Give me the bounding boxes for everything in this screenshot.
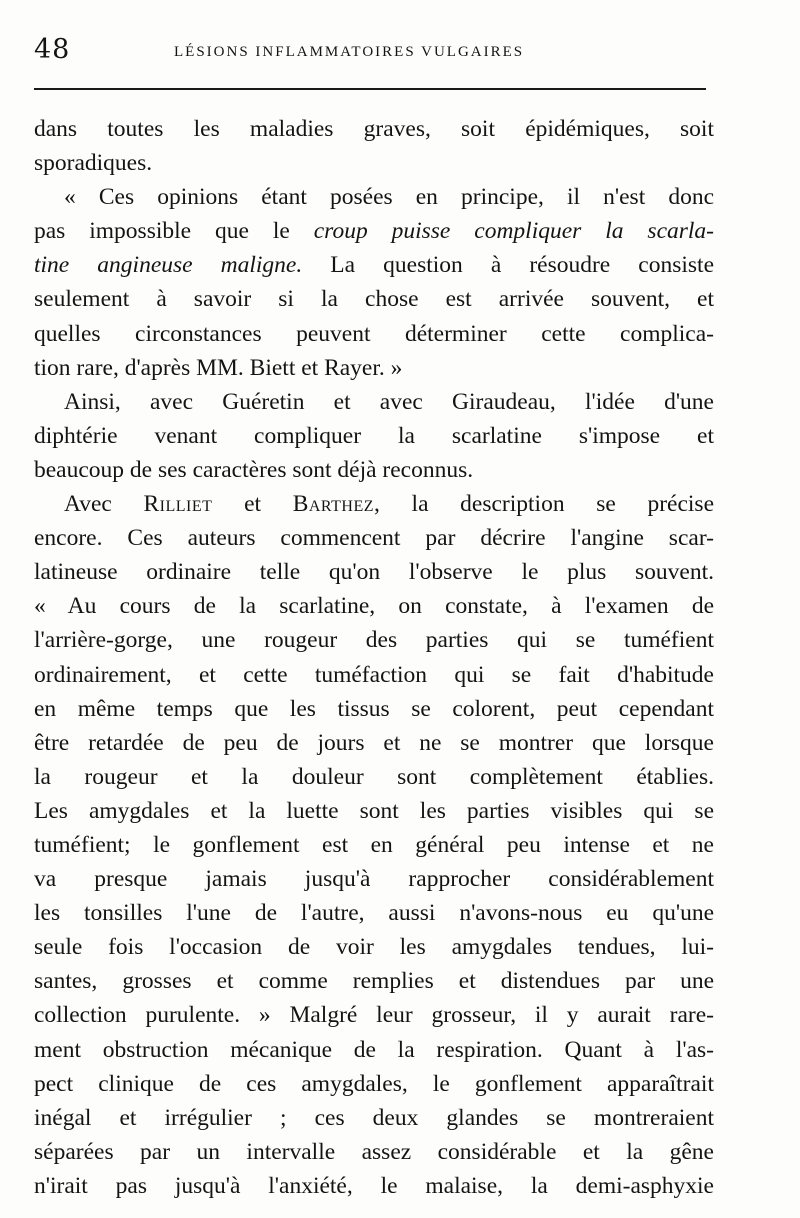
text-line — [34, 1169, 714, 1203]
text-run: Les amygdales et la luette sont les parties visibles qui se — [34, 797, 714, 824]
text-line — [34, 964, 714, 998]
text-run: « Ces opinions étant posées en principe, il n'est donc — [64, 184, 714, 211]
text-line — [34, 317, 714, 351]
text-run: n'irait pas jusqu'à l'anxiété, le malaise, la demi-asphyxie — [34, 1172, 714, 1199]
text-line — [34, 589, 714, 623]
text-run: seulement à savoir si la chose est arrivée souvent, et — [34, 286, 714, 313]
text-line — [34, 930, 714, 964]
text-run: Avec — [64, 491, 144, 518]
text-run: , la description se précise — [374, 491, 714, 518]
text-run: quelles circonstances peuvent déterminer cette complica- — [34, 320, 714, 347]
text-line — [34, 385, 714, 419]
text-line — [34, 521, 714, 555]
text-run: diphtérie venant compliquer la scarlatine s'impose et — [34, 422, 714, 449]
text-line — [34, 146, 714, 180]
text-line — [34, 760, 714, 794]
text-run: va presque jamais jusqu'à rapprocher considérablement — [34, 866, 714, 893]
text-line — [34, 1067, 714, 1101]
text-line — [34, 248, 714, 282]
text-run: croup puisse compliquer la scarla- — [313, 218, 714, 245]
text-line — [34, 896, 714, 930]
text-run: séparées par un intervalle assez considérable et la gêne — [34, 1138, 714, 1165]
text-line — [34, 862, 714, 896]
text-line — [34, 726, 714, 760]
running-head: LÉSIONS INFLAMMATOIRES VULGAIRES — [174, 44, 525, 60]
text-run: « Au cours de la scarlatine, on constate, à l'examen de — [34, 593, 714, 620]
text-run: seule fois l'occasion de voir les amygdales tendues, lui- — [34, 934, 714, 961]
text-run: pas impossible que le — [34, 218, 314, 245]
text-line — [34, 998, 714, 1032]
text-run: en même temps que les tissus se colorent, peut cependant — [34, 695, 714, 722]
text-line — [34, 828, 714, 862]
page-header — [34, 34, 700, 68]
text-line — [34, 282, 714, 316]
text-run: tine angineuse maligne. — [34, 252, 303, 279]
text-line — [34, 658, 714, 692]
text-line — [34, 555, 714, 589]
text-run: être retardée de peu de jours et ne se montrer que lorsque — [34, 729, 714, 756]
text-line — [34, 419, 714, 453]
text-run: collection purulente. » Malgré leur grosseur, il y aurait rare- — [34, 1002, 714, 1029]
text-run: latineuse ordinaire telle qu'on l'observe le plus souvent. — [34, 559, 714, 586]
text-run: les tonsilles l'une de l'autre, aussi n'avons-nous eu qu'une — [34, 900, 714, 927]
text-run: ordinairement, et cette tuméfaction qui se fait d'habitude — [34, 661, 714, 688]
text-run: sporadiques. — [34, 150, 153, 177]
text-run: tuméfient; le gonflement est en général peu intense et ne — [34, 831, 714, 858]
text-run: l'arrière-gorge, une rougeur des parties qui se tuméfient — [34, 627, 714, 654]
text-line — [34, 180, 714, 214]
text-line — [34, 1135, 714, 1169]
header-rule — [34, 88, 706, 90]
text-run: tion rare, d'après MM. Biett et Rayer. » — [34, 354, 403, 381]
text-line — [34, 487, 714, 521]
text-run: pect clinique de ces amygdales, le gonflement apparaîtrait — [34, 1070, 714, 1097]
text-line — [34, 453, 714, 487]
text-run: inégal et irrégulier ; ces deux glandes se montreraient — [34, 1104, 714, 1131]
body-text — [34, 112, 714, 1203]
text-run: encore. Ces auteurs commencent par décrire l'angine scar- — [34, 525, 714, 552]
text-line — [34, 794, 714, 828]
text-line — [34, 1101, 714, 1135]
page-number: 48 — [34, 34, 71, 65]
text-run: santes, grosses et comme remplies et distendues par une — [34, 968, 714, 995]
text-run: dans toutes les maladies graves, soit épidémiques, soit — [34, 116, 714, 142]
text-run: Barthez — [292, 491, 375, 518]
text-run: La question à résoudre consiste — [302, 252, 714, 279]
text-run: la rougeur et la douleur sont complètement établies. — [34, 763, 714, 790]
text-line — [34, 214, 714, 248]
text-line — [34, 112, 714, 146]
text-run: Ainsi, avec Guéretin et avec Giraudeau, l'idée d'une — [64, 388, 714, 415]
text-run: Rilliet — [143, 491, 213, 518]
text-run: et — [212, 491, 293, 518]
text-run: beaucoup de ses caractères sont déjà reconnus. — [34, 456, 474, 483]
text-line — [34, 623, 714, 657]
text-line — [34, 692, 714, 726]
text-run: ment obstruction mécanique de la respiration. Quant à l'as- — [34, 1036, 714, 1063]
text-line — [34, 351, 714, 385]
text-line — [34, 1033, 714, 1067]
